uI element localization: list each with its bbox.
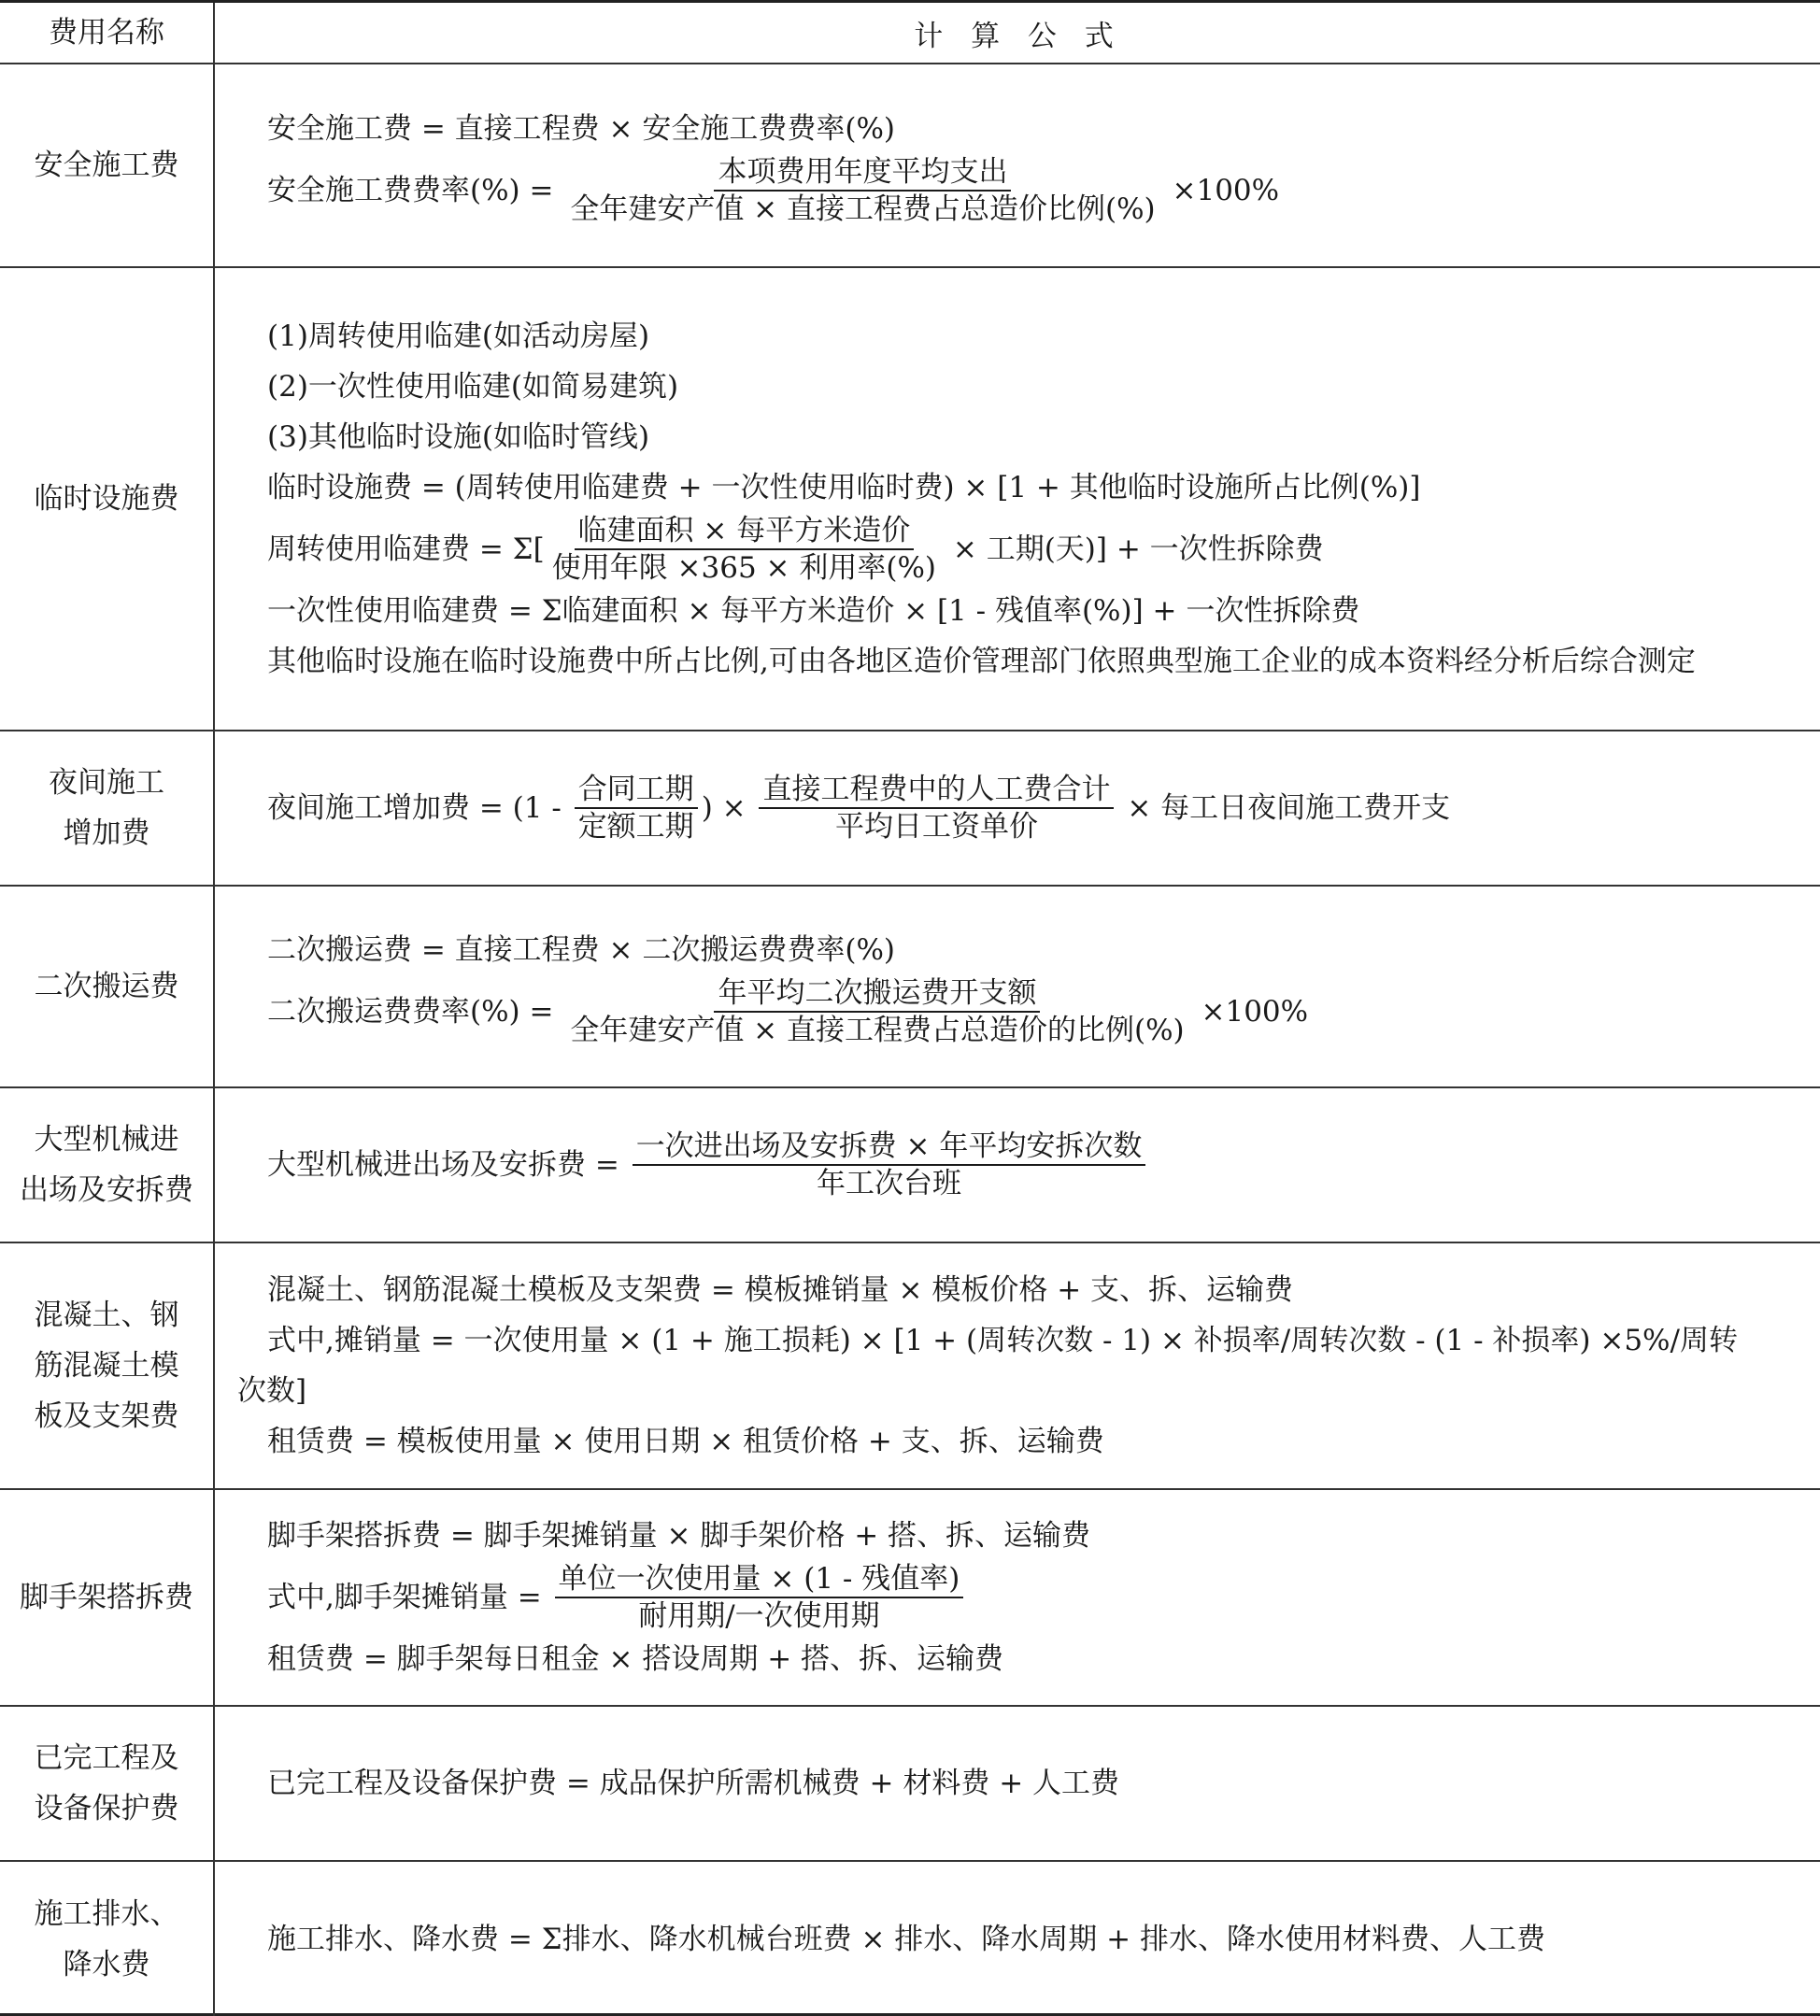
table-row <box>0 731 1820 887</box>
table-row <box>0 1243 1820 1490</box>
cost-name-cell <box>0 1490 215 1705</box>
formula-text: 已完工程及设备保护费 = 成品保护所需机械费 + 材料费 + 人工费 <box>267 1767 1120 1800</box>
table-row <box>0 64 1820 268</box>
table-row <box>0 1088 1820 1243</box>
formula-cell <box>217 731 1820 885</box>
cost-name-cell <box>0 1088 215 1242</box>
fraction-denominator: 平均日工资单价 <box>834 810 1038 844</box>
cost-name-cell <box>0 1243 215 1488</box>
cost-name-cell <box>0 731 215 885</box>
formula-text: 租赁费 = 脚手架每日租金 × 搭设周期 + 搭、拆、运输费 <box>267 1642 1004 1676</box>
formula-text: 二次搬运费 = 直接工程费 × 二次搬运费费率(%) <box>267 933 896 967</box>
formula-cell <box>217 1707 1820 1860</box>
table-header-row <box>0 3 1820 64</box>
cost-name-cell <box>0 268 215 730</box>
formula-cell <box>217 1490 1820 1705</box>
cost-name-line: 已完工程及 <box>34 1741 179 1775</box>
formula-lhs: 安全施工费费率(%) = <box>267 174 563 207</box>
formula-line <box>217 362 1820 412</box>
header-cost-name: 费用名称 <box>0 3 215 63</box>
fraction-numerator: 本项费用年度平均支出 <box>714 154 1011 192</box>
fraction-numerator: 一次进出场及安拆费 × 年平均安拆次数 <box>633 1129 1146 1166</box>
cost-name <box>35 1889 179 1990</box>
formula-text: 次数] <box>237 1374 307 1408</box>
formula-line <box>217 1511 1820 1561</box>
formula-lhs: 大型机械进出场及安拆费 = <box>267 1148 629 1182</box>
formula-line <box>217 1914 1820 1965</box>
cost-name-line: 临时设施费 <box>34 482 179 516</box>
formula-text: 安全施工费 = 直接工程费 × 安全施工费费率(%) <box>267 112 896 146</box>
formula-fraction <box>566 154 1159 227</box>
formula-line <box>217 772 1820 845</box>
formula-text: 脚手架搭拆费 = 脚手架摊销量 × 脚手架价格 + 搭、拆、运输费 <box>267 1519 1091 1553</box>
fraction-numerator: 临建面积 × 每平方米造价 <box>575 513 915 550</box>
cost-name-line: 夜间施工 <box>49 766 164 800</box>
fraction-numerator: 年平均二次搬运费开支额 <box>714 975 1040 1013</box>
formula-line <box>217 1366 1820 1416</box>
fraction-denominator: 全年建安产值 × 直接工程费占总造价比例(%) <box>570 192 1156 226</box>
cost-name-line: 板及支架费 <box>34 1399 179 1433</box>
formula-line <box>217 586 1820 636</box>
formula-line <box>217 311 1820 362</box>
cost-name-line: 二次搬运费 <box>34 970 179 1003</box>
table-row <box>0 1707 1820 1862</box>
formula-line <box>217 1758 1820 1809</box>
formula-line <box>217 513 1820 586</box>
cost-name <box>35 474 179 524</box>
formula-line <box>217 104 1820 154</box>
fraction-denominator: 使用年限 ×365 × 利用率(%) <box>551 551 937 585</box>
cost-name-line: 筋混凝土模 <box>34 1349 179 1383</box>
formula-cell <box>217 268 1820 730</box>
formula-fraction <box>759 772 1114 845</box>
formula-operator: ) × <box>701 791 756 825</box>
cost-name <box>35 1733 179 1834</box>
formula-line <box>217 1561 1820 1634</box>
formula-fraction <box>575 772 698 845</box>
cost-name <box>35 1290 179 1441</box>
cost-name <box>49 758 164 859</box>
formula-text: (1)周转使用临建(如活动房屋) <box>267 319 650 353</box>
fraction-denominator: 定额工期 <box>577 810 694 844</box>
formula-cell <box>217 64 1820 266</box>
formula-text: 临时设施费 = (周转使用临建费 + 一次性使用临时费) × [1 + 其他临时设施所占比例(%)] <box>267 471 1421 504</box>
formula-cell <box>217 887 1820 1086</box>
table-row <box>0 268 1820 731</box>
cost-name <box>35 140 179 191</box>
formula-line <box>217 154 1820 227</box>
cost-name-line: 脚手架搭拆费 <box>20 1581 193 1614</box>
formula-line <box>217 1634 1820 1684</box>
formula-lhs: 周转使用临建费 = Σ[ <box>267 532 545 566</box>
table-row <box>0 1862 1820 2016</box>
formula-lhs: 二次搬运费费率(%) = <box>267 995 563 1029</box>
formula-text: 其他临时设施在临时设施费中所占比例,可由各地区造价管理部门依照典型施工企业的成本资料经分析后综合测定 <box>267 645 1696 678</box>
table-row <box>0 1490 1820 1707</box>
fraction-denominator: 年工次台班 <box>817 1167 962 1200</box>
formula-rhs: ×100% <box>1162 174 1280 207</box>
table-row <box>0 887 1820 1088</box>
header-formula: 计 算 公 式 <box>914 19 1123 53</box>
formula-text: 一次性使用临建费 = Σ临建面积 × 每平方米造价 × [1 - 残值率(%)] + 一次性拆除费 <box>267 594 1360 628</box>
cost-name-line: 混凝土、钢 <box>34 1299 179 1332</box>
fraction-denominator: 耐用期/一次使用期 <box>638 1599 880 1633</box>
cost-name-line: 大型机械进 <box>34 1123 179 1157</box>
cost-name-line: 施工排水、 <box>34 1896 179 1931</box>
formula-line <box>217 636 1820 687</box>
formula-rhs: ×100% <box>1191 995 1309 1029</box>
formula-line <box>217 1315 1820 1366</box>
formula-line <box>217 412 1820 462</box>
formula-line <box>217 925 1820 975</box>
formula-fraction <box>566 975 1187 1048</box>
cost-name-line: 增加费 <box>63 816 150 850</box>
formula-text: 式中,摊销量 = 一次使用量 × (1 + 施工损耗) × [1 + (周转次数 - 1) × 补损率/周转次数 - (1 - 补损率) ×5%/周转 <box>267 1324 1738 1357</box>
formula-rhs: × 工期(天)] + 一次性拆除费 <box>944 532 1324 566</box>
formula-rhs: × 每工日夜间施工费开支 <box>1117 791 1451 825</box>
formula-text: 混凝土、钢筋混凝土模板及支架费 = 模板摊销量 × 模板价格 + 支、拆、运输费 <box>267 1273 1294 1307</box>
formula-text: (3)其他临时设施(如临时管线) <box>267 420 650 454</box>
cost-name-line: 降水费 <box>63 1947 150 1981</box>
formula-line <box>217 1129 1820 1201</box>
formula-cell <box>217 1243 1820 1488</box>
formula-text: (2)一次性使用临建(如简易建筑) <box>267 370 679 404</box>
formula-cell <box>217 1088 1820 1242</box>
formula-fraction <box>555 1561 964 1634</box>
fraction-numerator: 单位一次使用量 × (1 - 残值率) <box>555 1561 964 1598</box>
fraction-numerator: 合同工期 <box>575 772 698 809</box>
fraction-numerator: 直接工程费中的人工费合计 <box>759 772 1114 809</box>
formula-text: 租赁费 = 模板使用量 × 使用日期 × 租赁价格 + 支、拆、运输费 <box>267 1425 1104 1458</box>
cost-name-cell <box>0 1707 215 1860</box>
cost-name-cell <box>0 1862 215 2016</box>
formula-lhs: 夜间施工增加费 = (1 - <box>267 791 571 825</box>
formula-line <box>217 975 1820 1048</box>
cost-name <box>35 961 179 1012</box>
cost-name-cell <box>0 64 215 266</box>
cost-name <box>20 1114 193 1215</box>
cost-name-line: 出场及安拆费 <box>20 1173 193 1207</box>
formula-cell <box>217 1862 1820 2016</box>
fraction-denominator: 全年建安产值 × 直接工程费占总造价的比例(%) <box>570 1014 1185 1047</box>
cost-name-cell <box>0 887 215 1086</box>
formula-line <box>217 1416 1820 1467</box>
formula-line <box>217 1265 1820 1315</box>
formula-lhs: 式中,脚手架摊销量 = <box>267 1581 551 1614</box>
cost-name-line: 安全施工费 <box>34 149 179 182</box>
formula-fraction <box>633 1129 1146 1201</box>
formula-text: 施工排水、降水费 = Σ排水、降水机械台班费 × 排水、降水周期 + 排水、降水使用材料费、人工费 <box>267 1922 1545 1956</box>
formula-line <box>217 462 1820 513</box>
cost-name <box>20 1572 193 1623</box>
cost-name-line: 设备保护费 <box>34 1792 179 1825</box>
formula-fraction <box>548 513 940 586</box>
